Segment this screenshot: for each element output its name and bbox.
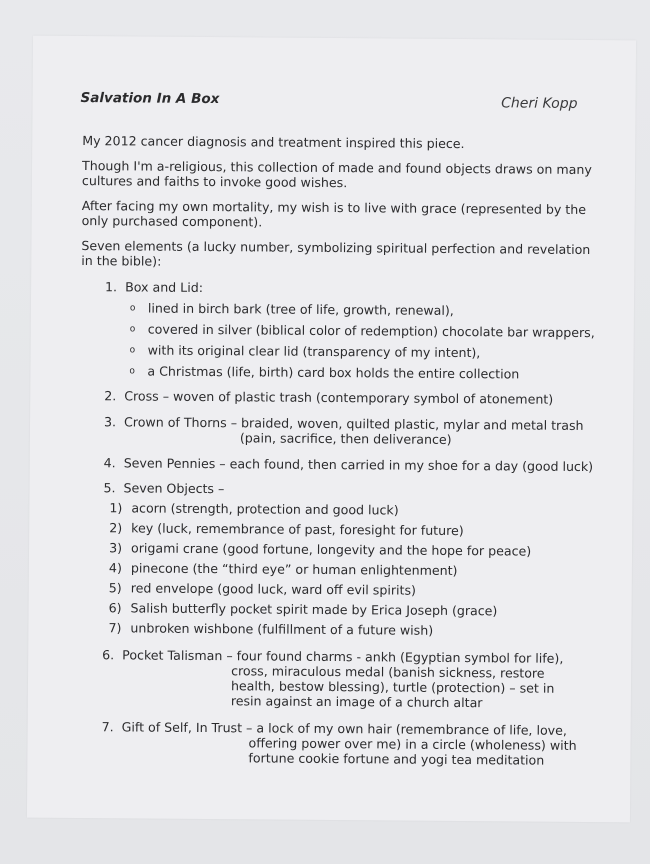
sub-list-item: 7) unbroken wishbone (fulfillment of a future wish) [108,620,434,638]
list-item-continuation: resin against an image of a church altar [230,693,483,711]
list-item-continuation: offering power over me) in a circle (wholeness) with [248,735,577,753]
sub-list-item: 2) key (luck, remembrance of past, foresight for future) [109,520,464,539]
bullet-item: o with its original clear lid (transparency of my intent), [129,342,481,361]
bullet-icon: o [129,366,136,377]
list-item-continuation: health, bestow blessing), turtle (protection) – set in [230,678,555,696]
bullet-item: o lined in birch bark (tree of life, growth, renewal), [129,300,454,318]
sub-list-item: 3) origami crane (good fortune, longevity and the hope for peace) [109,540,532,559]
sub-list-item: 5) red envelope (good luck, ward off evil spirits) [108,580,417,598]
paragraph-line: cultures and faiths to invoke good wishes. [81,173,348,191]
paragraph-line: only purchased component). [81,213,263,230]
list-item-continuation: (pain, sacrifice, then deliverance) [239,430,452,447]
document-page [27,36,636,823]
list-item: 6. Pocket Talisman – four found charms - ankh (Egyptian symbol for life), [102,647,564,666]
paragraph-line: Seven elements (a lucky number, symbolizing spiritual perfection and revelation [81,238,591,258]
paragraph-line: After facing my own mortality, my wish is to live with grace (represented by the [81,198,587,217]
list-item: 4. Seven Pennies – each found, then carried in my shoe for a day (good luck) [103,455,594,475]
bullet-icon: o [129,303,136,314]
list-item-continuation: cross, miraculous medal (banish sickness, restore [231,663,545,681]
author-name: Cheri Kopp [501,95,578,112]
sub-list-item: 6) Salish butterfly pocket spirit made by Erica Joseph (grace) [108,600,498,619]
list-item: 2. Cross – woven of plastic trash (contemporary symbol of atonement) [104,388,554,407]
intro-paragraph: My 2012 cancer diagnosis and treatment inspired this piece. [82,133,465,152]
bullet-item: o a Christmas (life, birth) card box holds the entire collection [129,363,520,382]
bullet-item: o covered in silver (biblical color of redemption) chocolate bar wrappers, [129,321,595,341]
list-item: 7. Gift of Self, In Trust – a lock of my own hair (remembrance of life, love, [101,719,567,738]
document-title: Salvation In A Box [80,90,220,108]
sub-list-item: 1) acorn (strength, protection and good luck) [109,500,399,518]
sub-list-item: 4) pinecone (the “third eye” or human enlightenment) [108,560,458,578]
list-item: 5. Seven Objects – [103,480,225,497]
bullet-icon: o [129,345,136,356]
bullet-icon: o [129,324,136,335]
paragraph-line: Though I'm a-religious, this collection of made and found objects draws on many [82,158,592,178]
paragraph-line: in the bible): [81,253,162,269]
list-item: 3. Crown of Thorns – braided, woven, quilted plastic, mylar and metal trash [103,414,584,433]
list-item: 1. Box and Lid: [105,279,204,295]
list-item-continuation: fortune cookie fortune and yogi tea meditation [248,750,545,768]
